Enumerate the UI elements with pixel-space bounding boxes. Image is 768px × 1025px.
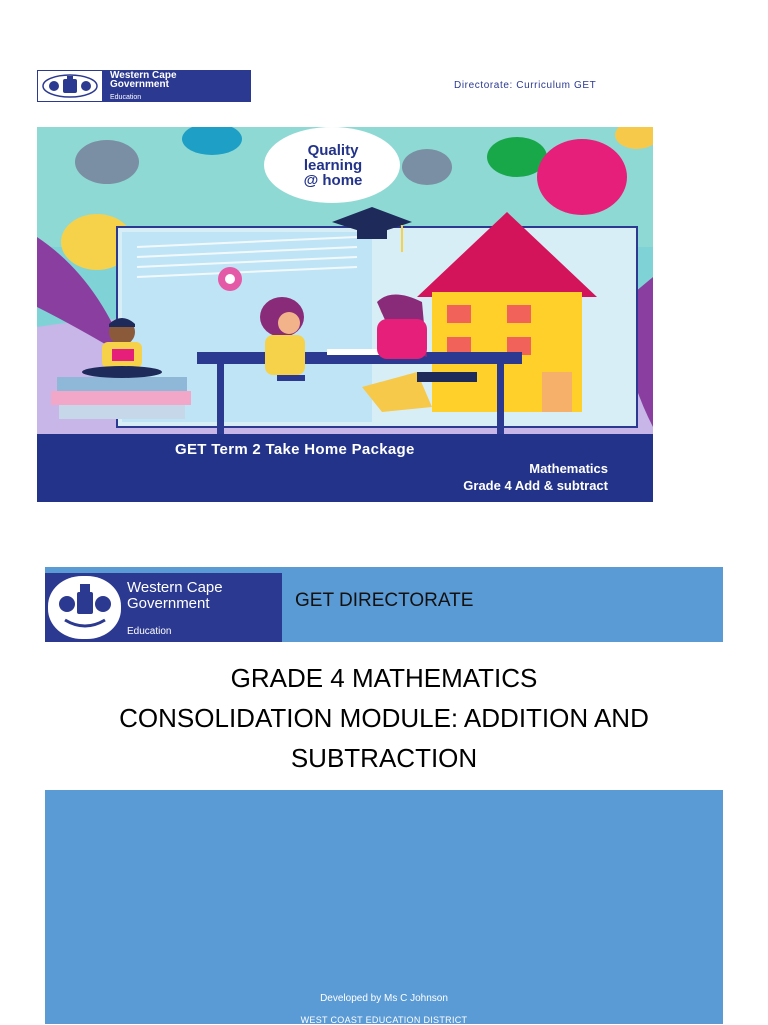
banner-subject: Mathematics: [529, 461, 608, 476]
title-line-1: GRADE 4 MATHEMATICS: [230, 663, 538, 693]
title-line-3: SUBTRACTION: [290, 743, 478, 773]
logo-line-3: Education: [110, 94, 142, 101]
banner-title: GET Term 2 Take Home Package: [175, 441, 415, 458]
logo-line-2: Government: [127, 595, 210, 612]
logo-line-1: Western Cape: [110, 70, 177, 81]
directorate-label: Directorate: Curriculum GET: [454, 80, 597, 91]
logo-line-1: Western Cape: [127, 579, 223, 596]
wcg-logo-small: [37, 70, 251, 102]
banner-grade: Grade 4 Add & subtract: [463, 478, 608, 493]
coat-of-arms-icon: [37, 70, 103, 102]
logo-line-3: Education: [127, 626, 172, 637]
developed-by: Developed by Ms C Johnson: [320, 993, 448, 1004]
get-directorate-label: GET DIRECTORATE: [295, 590, 474, 611]
coat-of-arms-icon: [48, 576, 121, 639]
district-label: WEST COAST EDUCATION DISTRICT: [300, 1015, 468, 1025]
badge-line-3: @ home: [303, 172, 363, 189]
badge-line-2: learning: [303, 157, 363, 174]
badge-line-1: Quality: [307, 142, 359, 159]
page-title: [45, 658, 723, 778]
wcg-logo-large: [45, 573, 282, 642]
footer-box: [45, 790, 723, 1024]
logo-line-2: Government: [110, 79, 169, 90]
title-line-2: CONSOLIDATION MODULE: ADDITION AND: [119, 703, 649, 733]
